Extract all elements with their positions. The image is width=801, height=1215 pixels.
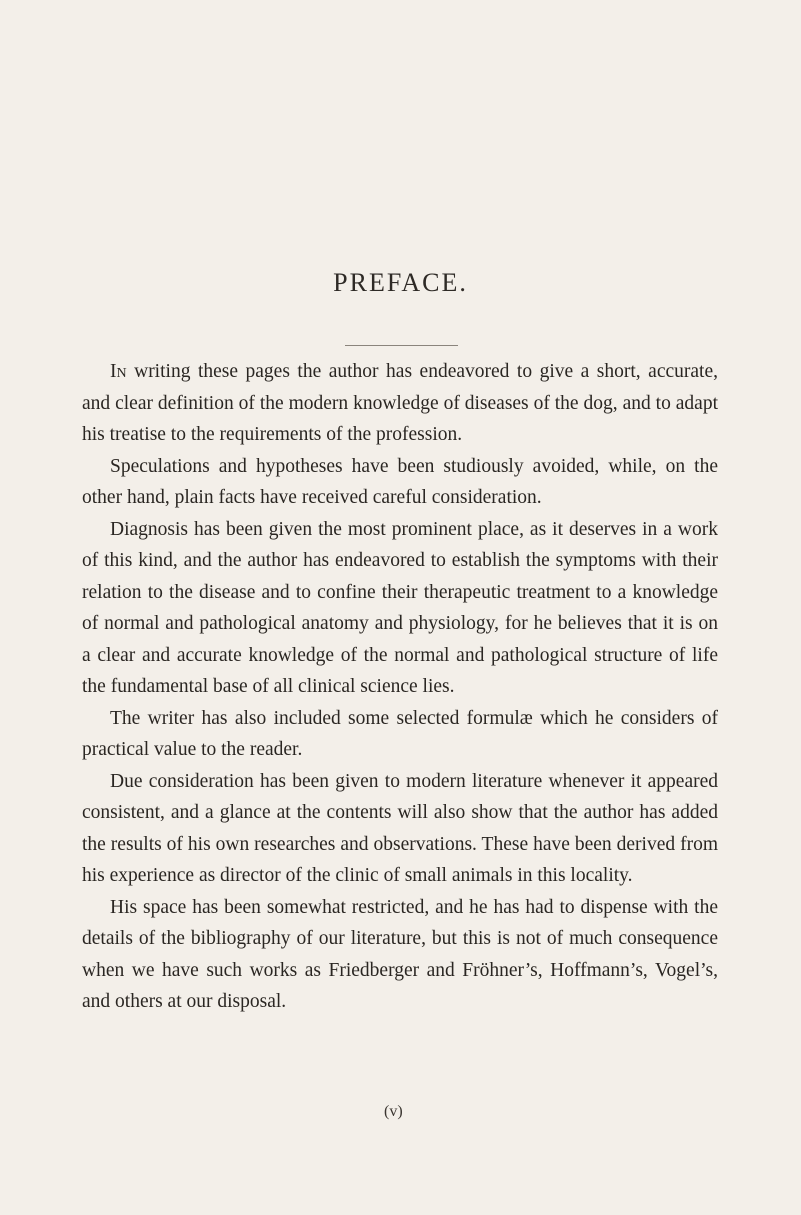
page-title: PREFACE. <box>333 268 468 297</box>
preface-body <box>82 356 718 1018</box>
paragraph-3: Diagnosis has been given the most prominent place, as it deserves in a work of this kind, and the author has endeavored to establish the symptoms with their relation to the disease and to confine their therapeutic treatment to a knowledge of normal and pathological anatomy and physiology, for he believes that it is on a clear and accurate knowledge of the normal and pathological structure of life the fundamental base of all clinical science lies. <box>82 518 718 697</box>
title-divider <box>345 345 458 346</box>
paragraph-6: His space has been somewhat restricted, and he has had to dispense with the details of the bibliography of our literature, but this is not of much consequence when we have such works as Friedberger and Fröhner’s, Hoffmann’s, Vogel’s, and others at our disposal. <box>82 896 718 1012</box>
drop-lead-word: In <box>110 361 127 382</box>
paragraph-1-text: writing these pages the author has endeavored to give a short, accurate, and clear definition of the modern knowledge of diseases of the dog, and to adapt his treatise to the requirements of the profession. <box>82 361 718 445</box>
page-number: (v) <box>384 1103 403 1120</box>
paragraph-4: The writer has also included some selected formulæ which he considers of practical value to the reader. <box>82 707 718 760</box>
paragraph-5: Due consideration has been given to modern literature whenever it appeared consistent, and a glance at the contents will also show that the author has added the results of his own researches and observations. These have been derived from his experience as director of the clinic of small animals in this locality. <box>82 770 718 886</box>
paragraph-1 <box>82 356 718 451</box>
paragraph-2: Speculations and hypotheses have been studiously avoided, while, on the other hand, plain facts have received careful consideration. <box>82 455 718 508</box>
